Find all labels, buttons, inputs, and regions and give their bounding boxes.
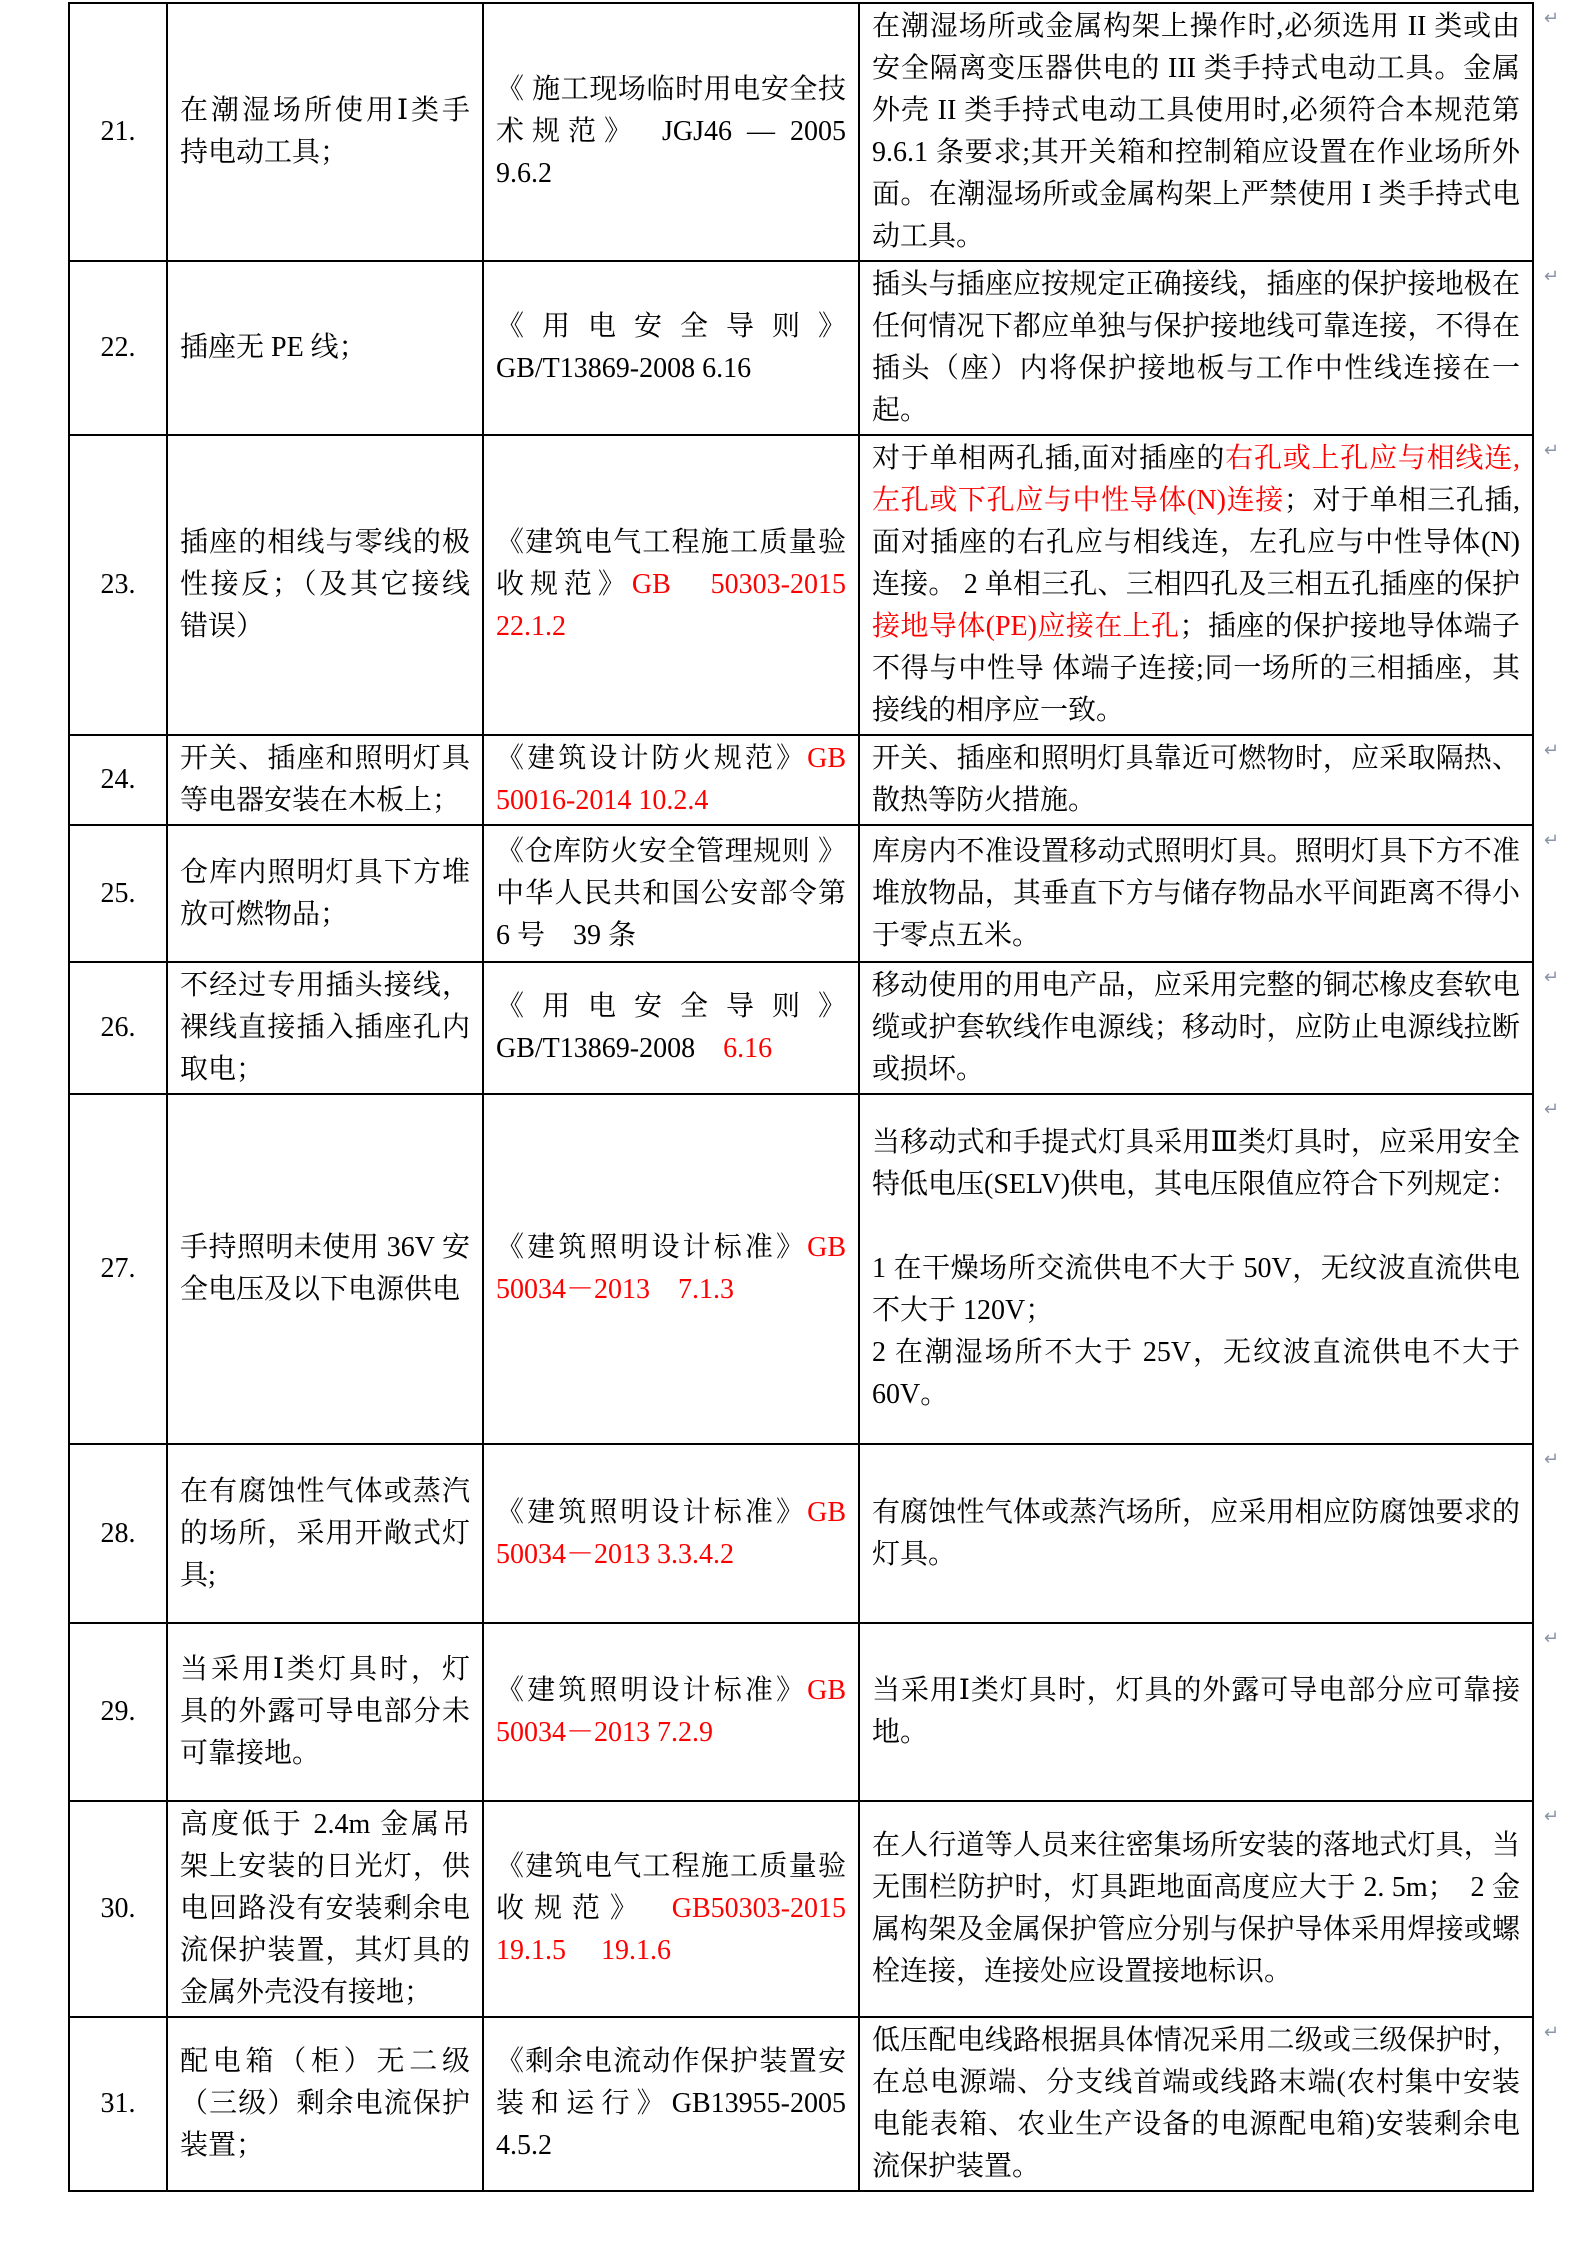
standard-cell bbox=[483, 825, 859, 962]
highlighted-text: GB 50016-2014 10.2.4 bbox=[496, 743, 846, 816]
body-text: 《用电安全导则》GB/T13869-2008 6.16 bbox=[496, 311, 846, 384]
body-text: 插头与插座应按规定正确接线，插座的保护接地极在任何情况下都应单独与保护接地线可靠连接，不得在插头（座）内将保护接地板与工作中性线连接在一起。 bbox=[872, 269, 1520, 426]
detail-text bbox=[872, 1492, 1520, 1576]
highlighted-text: 接地导体(PE)应接在上孔 bbox=[872, 611, 1180, 642]
detail-cell bbox=[859, 962, 1559, 1094]
body-text: 《 施工现场临时用电安全技术规范》 JGJ46 — 2005 9.6.2 bbox=[496, 74, 846, 189]
row-number-cell bbox=[69, 435, 167, 735]
row-number: 26. bbox=[100, 1012, 136, 1043]
issue-cell bbox=[167, 962, 483, 1094]
detail-text bbox=[872, 1825, 1520, 1993]
paragraph-mark-icon: ↵ bbox=[1543, 830, 1559, 851]
standard-text bbox=[496, 1227, 846, 1311]
row-number-cell bbox=[69, 962, 167, 1094]
detail-text bbox=[872, 1670, 1520, 1754]
issue-text: 插座无 PE 线； bbox=[180, 332, 367, 363]
issue-text: 高度低于 2.4m 金属吊架上安装的日光灯，供电回路没有安装剩余电流保护装置，其灯具的金属外壳没有接地； bbox=[180, 1809, 470, 2008]
body-text: 开关、插座和照明灯具靠近可燃物时，应采取隔热、散热等防火措施。 bbox=[872, 743, 1520, 816]
issue-cell bbox=[167, 1801, 483, 2017]
highlighted-text: GB 50034－2013 7.1.3 bbox=[496, 1232, 846, 1305]
row-number: 31. bbox=[100, 2088, 136, 2119]
standard-cell bbox=[483, 1444, 859, 1623]
detail-text bbox=[872, 1122, 1520, 1416]
highlighted-text: GB 50303-2015 22.1.2 bbox=[496, 569, 846, 642]
table-row bbox=[69, 1801, 1559, 2017]
paragraph-mark-icon: ↵ bbox=[1543, 2022, 1559, 2043]
issue-cell bbox=[167, 1623, 483, 1801]
issue-text: 当采用Ⅰ类灯具时，灯具的外露可导电部分未可靠接地。 bbox=[180, 1654, 470, 1769]
row-number: 29. bbox=[100, 1696, 136, 1727]
body-text: 低压配电线路根据具体情况采用二级或三级保护时，在总电源端、分支线首端或线路末端(农村集中安装电能表箱、农业生产设备的电源配电箱)安装剩余电流保护装置。 bbox=[872, 2025, 1520, 2182]
row-number-cell bbox=[69, 3, 167, 261]
table-row bbox=[69, 3, 1559, 261]
row-number: 21. bbox=[100, 116, 136, 147]
highlighted-text: 6.16 bbox=[695, 1033, 773, 1064]
detail-text bbox=[872, 738, 1520, 822]
body-text: 《剩余电流动作保护装置安装和运行》GB13955-2005 4.5.2 bbox=[496, 2046, 846, 2161]
detail-cell bbox=[859, 1094, 1559, 1444]
detail-text bbox=[872, 6, 1520, 258]
detail-cell bbox=[859, 1623, 1559, 1801]
standard-text bbox=[496, 986, 846, 1070]
detail-text bbox=[872, 2020, 1520, 2188]
body-text: 《建筑电气工程施工质量验收规范》 bbox=[496, 527, 846, 600]
body-text: 有腐蚀性气体或蒸汽场所，应采用相应防腐蚀要求的灯具。 bbox=[872, 1496, 1520, 1570]
row-number: 23. bbox=[100, 569, 136, 600]
paragraph-mark-icon: ↵ bbox=[1543, 740, 1559, 761]
detail-text bbox=[872, 438, 1520, 732]
issue-text: 手持照明未使用 36V 安全电压及以下电源供电 bbox=[180, 1232, 470, 1305]
detail-cell bbox=[859, 1444, 1559, 1623]
detail-text bbox=[872, 831, 1520, 957]
standard-text bbox=[496, 1492, 846, 1576]
table-row bbox=[69, 1444, 1559, 1623]
issue-text: 不经过专用插头接线，裸线直接插入插座孔内取电； bbox=[180, 970, 470, 1085]
body-text: 库房内不准设置移动式照明灯具。照明灯具下方不准堆放物品，其垂直下方与储存物品水平间距离不得小于零点五米。 bbox=[872, 835, 1520, 951]
issue-text: 开关、插座和照明灯具等电器安装在木板上； bbox=[180, 743, 470, 816]
standard-text bbox=[496, 522, 846, 648]
standard-cell bbox=[483, 735, 859, 825]
standard-cell bbox=[483, 962, 859, 1094]
row-number-cell bbox=[69, 735, 167, 825]
paragraph-mark-icon: ↵ bbox=[1543, 266, 1559, 287]
row-number-cell bbox=[69, 825, 167, 962]
row-number: 27. bbox=[100, 1253, 136, 1284]
row-number-cell bbox=[69, 2017, 167, 2191]
standard-cell bbox=[483, 1801, 859, 2017]
table-row bbox=[69, 1623, 1559, 1801]
issue-cell bbox=[167, 3, 483, 261]
standard-text bbox=[496, 306, 846, 390]
detail-cell bbox=[859, 735, 1559, 825]
standard-text bbox=[496, 1846, 846, 1972]
standard-text bbox=[496, 2041, 846, 2167]
row-number: 22. bbox=[100, 332, 136, 363]
body-text: 当采用Ⅰ类灯具时，灯具的外露可导电部分应可靠接地。 bbox=[872, 1675, 1520, 1748]
body-text: 《用电安全导则》GB/T13869-2008 bbox=[496, 991, 846, 1064]
issue-cell bbox=[167, 1094, 483, 1444]
paragraph-mark-icon: ↵ bbox=[1543, 1099, 1559, 1120]
table-row bbox=[69, 825, 1559, 962]
issue-cell bbox=[167, 261, 483, 435]
detail-cell bbox=[859, 2017, 1559, 2191]
body-text: 《仓库防火安全管理规则 》中华人民共和国公安部令第 6 号 39 条 bbox=[496, 835, 846, 951]
body-text: 在潮湿场所或金属构架上操作时,必须选用 II 类或由安全隔离变压器供电的 III 类手持式电动工具。金属外壳 II 类手持式电动工具使用时,必须符合本规范第 9.6.1 条要求;其开关箱和控制箱应设置在作业场所外面。在潮湿场所或金属构架上严禁使用 I 类手持式电动工具。 bbox=[872, 11, 1520, 252]
body-text: ；插座的保护接地导体端子不得与中性导 体端子连接;同一场所的三相插座，其接线的相序应一致。 bbox=[872, 611, 1520, 726]
paragraph-mark-icon: ↵ bbox=[1543, 1628, 1559, 1649]
row-number-cell bbox=[69, 1094, 167, 1444]
issue-text: 仓库内照明灯具下方堆放可燃物品； bbox=[180, 856, 470, 930]
row-number-cell bbox=[69, 1801, 167, 2017]
body-text: 对于单相两孔插,面对插座的 bbox=[872, 443, 1226, 474]
standard-text bbox=[496, 69, 846, 195]
detail-cell bbox=[859, 3, 1559, 261]
body-text: 当移动式和手提式灯具采用Ⅲ类灯具时，应采用安全特低电压(SELV)供电，其电压限值应符合下列规定： bbox=[872, 1127, 1520, 1200]
issue-cell bbox=[167, 1444, 483, 1623]
standard-text bbox=[496, 738, 846, 822]
row-number: 28. bbox=[100, 1517, 136, 1549]
table-row bbox=[69, 261, 1559, 435]
detail-cell bbox=[859, 435, 1559, 735]
standard-cell bbox=[483, 1094, 859, 1444]
row-number-cell bbox=[69, 261, 167, 435]
paragraph-mark-icon: ↵ bbox=[1543, 967, 1559, 988]
standard-cell bbox=[483, 3, 859, 261]
body-text: 《建筑电气工程施工质量验收规范》 bbox=[496, 1851, 846, 1924]
issue-cell bbox=[167, 735, 483, 825]
row-number: 24. bbox=[100, 764, 136, 795]
table-row bbox=[69, 2017, 1559, 2191]
issue-text: 在潮湿场所使用Ⅰ类手持电动工具； bbox=[180, 95, 470, 168]
issue-cell bbox=[167, 825, 483, 962]
table-row bbox=[69, 435, 1559, 735]
body-text: ；对于单相三孔插,面对插座的右孔应与相线连，左孔应与中性导体(N)连接。 2 单相三孔、三相四孔及三相五孔插座的保护 bbox=[872, 485, 1520, 600]
detail-cell bbox=[859, 1801, 1559, 2017]
paragraph-mark-icon: ↵ bbox=[1543, 440, 1559, 461]
detail-cell bbox=[859, 261, 1559, 435]
safety-issues-table bbox=[68, 2, 1559, 2192]
body-text: 1 在干燥场所交流供电不大于 50V，无纹波直流供电不大于 120V； bbox=[872, 1253, 1520, 1326]
standard-text bbox=[496, 831, 846, 957]
highlighted-text: GB 50034－2013 7.2.9 bbox=[496, 1675, 846, 1748]
paragraph-mark-icon: ↵ bbox=[1543, 8, 1559, 29]
body-text: 《建筑照明设计标准》 bbox=[496, 1496, 808, 1528]
standard-text bbox=[496, 1670, 846, 1754]
row-number-cell bbox=[69, 1444, 167, 1623]
detail-cell bbox=[859, 825, 1559, 962]
detail-text bbox=[872, 965, 1520, 1091]
row-number: 30. bbox=[100, 1893, 136, 1924]
table-row bbox=[69, 962, 1559, 1094]
paragraph-mark-icon: ↵ bbox=[1543, 1449, 1559, 1470]
body-text: 《建筑设计防火规范》 bbox=[496, 743, 808, 774]
highlighted-text: 右孔或上孔应与相线连,左孔或下孔应与中性导体(N)连接 bbox=[872, 443, 1520, 516]
standard-cell bbox=[483, 2017, 859, 2191]
body-text: 在人行道等人员来往密集场所安装的落地式灯具，当无围栏防护时，灯具距地面高度应大于 2. 5m； 2 金属构架及金属保护管应分别与保护导体采用焊接或螺栓连接，连接处应设置接地标识。 bbox=[872, 1830, 1520, 1987]
issue-text: 插座的相线与零线的极性接反；（及其它接线错误） bbox=[180, 527, 470, 642]
row-number-cell bbox=[69, 1623, 167, 1801]
issue-text: 在有腐蚀性气体或蒸汽的场所，采用开敞式灯具; bbox=[180, 1475, 470, 1591]
body-text: 2 在潮湿场所不大于 25V，无纹波直流供电不大于 60V。 bbox=[872, 1337, 1520, 1410]
standard-cell bbox=[483, 435, 859, 735]
issue-text: 配电箱（柜）无二级（三级）剩余电流保护装置； bbox=[180, 2046, 470, 2161]
issue-cell bbox=[167, 2017, 483, 2191]
issue-cell bbox=[167, 435, 483, 735]
standard-cell bbox=[483, 261, 859, 435]
body-text: 《建筑照明设计标准》 bbox=[496, 1675, 808, 1706]
row-number: 25. bbox=[100, 877, 136, 909]
paragraph-mark-icon: ↵ bbox=[1543, 1806, 1559, 1827]
detail-text bbox=[872, 264, 1520, 432]
table-row bbox=[69, 1094, 1559, 1444]
standard-cell bbox=[483, 1623, 859, 1801]
body-text: 移动使用的用电产品，应采用完整的铜芯橡皮套软电缆或护套软线作电源线；移动时，应防止电源线拉断或损坏。 bbox=[872, 970, 1520, 1085]
body-text: 《建筑照明设计标准》 bbox=[496, 1232, 808, 1263]
highlighted-text: GB 50034－2013 3.3.4.2 bbox=[496, 1496, 846, 1570]
highlighted-text: GB50303-2015 19.1.5 19.1.6 bbox=[496, 1893, 846, 1966]
table-row bbox=[69, 735, 1559, 825]
